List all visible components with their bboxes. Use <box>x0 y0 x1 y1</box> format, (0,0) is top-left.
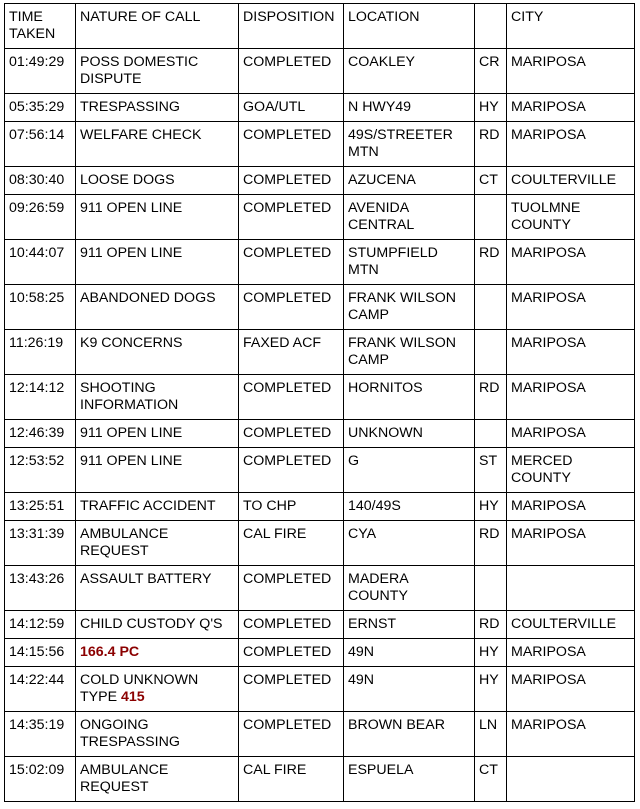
location-cell: 49N <box>344 639 475 667</box>
location-cell: FRANK WILSON CAMP <box>344 330 475 375</box>
table-row <box>5 330 635 375</box>
nature-cell <box>76 167 239 195</box>
time-cell: 15:02:09 <box>5 757 76 802</box>
nature-text: ASSAULT BATTERY <box>80 571 212 587</box>
city-cell: COULTERVILLE <box>507 167 635 195</box>
time-cell: 12:53:52 <box>5 448 76 493</box>
disposition-cell: COMPLETED <box>239 285 344 330</box>
nature-text: COLD UNKNOWN TYPE <box>80 672 199 705</box>
location-cell: 140/49S <box>344 493 475 521</box>
nature-cell <box>76 122 239 167</box>
table-row <box>5 285 635 330</box>
header-disposition: DISPOSITION <box>239 4 344 49</box>
disposition-cell: COMPLETED <box>239 122 344 167</box>
street-suffix-cell: RD <box>475 611 507 639</box>
street-suffix-cell: HY <box>475 94 507 122</box>
nature-text: SHOOTING INFORMATION <box>80 380 179 413</box>
table-row <box>5 240 635 285</box>
time-cell: 12:14:12 <box>5 375 76 420</box>
city-cell: MARIPOSA <box>507 639 635 667</box>
table-row <box>5 448 635 493</box>
city-cell: MARIPOSA <box>507 94 635 122</box>
time-cell: 14:15:56 <box>5 639 76 667</box>
city-cell: MARIPOSA <box>507 667 635 712</box>
disposition-cell: COMPLETED <box>239 375 344 420</box>
disposition-cell: CAL FIRE <box>239 521 344 566</box>
table-row <box>5 493 635 521</box>
nature-cell <box>76 566 239 611</box>
location-cell: AZUCENA <box>344 167 475 195</box>
nature-cell <box>76 757 239 802</box>
nature-text: AMBULANCE REQUEST <box>80 526 169 559</box>
nature-cell <box>76 330 239 375</box>
city-cell: MARIPOSA <box>507 240 635 285</box>
table-row <box>5 122 635 167</box>
nature-text: K9 CONCERNS <box>80 335 183 351</box>
time-cell: 13:43:26 <box>5 566 76 611</box>
location-cell: 49S/STREETER MTN <box>344 122 475 167</box>
street-suffix-cell <box>475 420 507 448</box>
call-log-table <box>4 3 635 802</box>
nature-text: ABANDONED DOGS <box>80 290 216 306</box>
time-cell: 10:44:07 <box>5 240 76 285</box>
time-cell: 10:58:25 <box>5 285 76 330</box>
nature-text: TRESPASSING <box>80 99 180 115</box>
street-suffix-cell: CT <box>475 167 507 195</box>
header-row <box>5 4 635 49</box>
city-cell: MARIPOSA <box>507 712 635 757</box>
disposition-cell: COMPLETED <box>239 167 344 195</box>
city-cell: MARIPOSA <box>507 49 635 94</box>
table-row <box>5 420 635 448</box>
header-nature-of-call: NATURE OF CALL <box>76 4 239 49</box>
header-time-taken: TIME TAKEN <box>5 4 76 49</box>
city-cell: MARIPOSA <box>507 420 635 448</box>
nature-cell <box>76 493 239 521</box>
location-cell: COAKLEY <box>344 49 475 94</box>
nature-text: AMBULANCE REQUEST <box>80 762 169 795</box>
street-suffix-cell: RD <box>475 240 507 285</box>
nature-cell <box>76 240 239 285</box>
city-cell: MARIPOSA <box>507 330 635 375</box>
time-cell: 14:22:44 <box>5 667 76 712</box>
location-cell: BROWN BEAR <box>344 712 475 757</box>
street-suffix-cell: HY <box>475 493 507 521</box>
nature-cell <box>76 712 239 757</box>
table-row <box>5 566 635 611</box>
city-cell: MARIPOSA <box>507 375 635 420</box>
nature-text: 911 OPEN LINE <box>80 245 183 261</box>
location-cell: FRANK WILSON CAMP <box>344 285 475 330</box>
nature-text: 911 OPEN LINE <box>80 200 183 216</box>
time-cell: 14:12:59 <box>5 611 76 639</box>
city-cell: MARIPOSA <box>507 285 635 330</box>
street-suffix-cell: RD <box>475 375 507 420</box>
city-cell: COULTERVILLE <box>507 611 635 639</box>
nature-text: WELFARE CHECK <box>80 127 202 143</box>
nature-cell <box>76 94 239 122</box>
nature-text: TRAFFIC ACCIDENT <box>80 498 216 514</box>
table-row <box>5 375 635 420</box>
time-cell: 01:49:29 <box>5 49 76 94</box>
table-row <box>5 195 635 240</box>
table-row <box>5 611 635 639</box>
nature-cell <box>76 448 239 493</box>
penal-code-highlight: 415 <box>121 689 145 705</box>
location-cell: MADERA COUNTY <box>344 566 475 611</box>
street-suffix-cell: HY <box>475 639 507 667</box>
city-cell: TUOLMNE COUNTY <box>507 195 635 240</box>
table-row <box>5 667 635 712</box>
table-row <box>5 94 635 122</box>
disposition-cell: COMPLETED <box>239 240 344 285</box>
city-cell: MERCED COUNTY <box>507 448 635 493</box>
location-cell: ERNST <box>344 611 475 639</box>
nature-cell <box>76 521 239 566</box>
table-row <box>5 639 635 667</box>
nature-text: 911 OPEN LINE <box>80 425 183 441</box>
street-suffix-cell: CR <box>475 49 507 94</box>
time-cell: 13:31:39 <box>5 521 76 566</box>
nature-cell <box>76 49 239 94</box>
disposition-cell: COMPLETED <box>239 712 344 757</box>
header-city: CITY <box>507 4 635 49</box>
street-suffix-cell: RD <box>475 521 507 566</box>
location-cell: STUMPFIELD MTN <box>344 240 475 285</box>
table-row <box>5 757 635 802</box>
nature-cell <box>76 375 239 420</box>
location-cell: G <box>344 448 475 493</box>
time-cell: 12:46:39 <box>5 420 76 448</box>
nature-text: 911 OPEN LINE <box>80 453 183 469</box>
nature-text: LOOSE DOGS <box>80 172 175 188</box>
disposition-cell: COMPLETED <box>239 639 344 667</box>
location-cell: UNKNOWN <box>344 420 475 448</box>
location-cell: CYA <box>344 521 475 566</box>
time-cell: 05:35:29 <box>5 94 76 122</box>
table-row <box>5 712 635 757</box>
location-cell: ESPUELA <box>344 757 475 802</box>
nature-cell <box>76 285 239 330</box>
street-suffix-cell: HY <box>475 667 507 712</box>
street-suffix-cell <box>475 195 507 240</box>
street-suffix-cell <box>475 330 507 375</box>
nature-cell <box>76 611 239 639</box>
nature-cell <box>76 420 239 448</box>
time-cell: 13:25:51 <box>5 493 76 521</box>
nature-text: CHILD CUSTODY Q'S <box>80 616 223 632</box>
disposition-cell: COMPLETED <box>239 420 344 448</box>
table-row <box>5 49 635 94</box>
nature-cell <box>76 639 239 667</box>
street-suffix-cell: ST <box>475 448 507 493</box>
time-cell: 09:26:59 <box>5 195 76 240</box>
disposition-cell: COMPLETED <box>239 195 344 240</box>
disposition-cell: FAXED ACF <box>239 330 344 375</box>
street-suffix-cell: CT <box>475 757 507 802</box>
disposition-cell: COMPLETED <box>239 667 344 712</box>
table-row <box>5 521 635 566</box>
header-location: LOCATION <box>344 4 475 49</box>
disposition-cell: COMPLETED <box>239 448 344 493</box>
location-cell: HORNITOS <box>344 375 475 420</box>
city-cell: MARIPOSA <box>507 122 635 167</box>
street-suffix-cell: RD <box>475 122 507 167</box>
disposition-cell: COMPLETED <box>239 566 344 611</box>
street-suffix-cell: LN <box>475 712 507 757</box>
city-cell: MARIPOSA <box>507 493 635 521</box>
time-cell: 07:56:14 <box>5 122 76 167</box>
disposition-cell: COMPLETED <box>239 49 344 94</box>
city-cell <box>507 566 635 611</box>
nature-text: POSS DOMESTIC DISPUTE <box>80 54 199 87</box>
street-suffix-cell <box>475 566 507 611</box>
disposition-cell: CAL FIRE <box>239 757 344 802</box>
disposition-cell: GOA/UTL <box>239 94 344 122</box>
time-cell: 11:26:19 <box>5 330 76 375</box>
table-row <box>5 167 635 195</box>
disposition-cell: COMPLETED <box>239 611 344 639</box>
location-cell: AVENIDA CENTRAL <box>344 195 475 240</box>
nature-cell <box>76 667 239 712</box>
city-cell: MARIPOSA <box>507 521 635 566</box>
header-suffix <box>475 4 507 49</box>
penal-code-highlight: 166.4 PC <box>80 644 140 660</box>
nature-cell <box>76 195 239 240</box>
time-cell: 08:30:40 <box>5 167 76 195</box>
nature-text: ONGOING TRESPASSING <box>80 717 180 750</box>
disposition-cell: TO CHP <box>239 493 344 521</box>
time-cell: 14:35:19 <box>5 712 76 757</box>
city-cell <box>507 757 635 802</box>
location-cell: N HWY49 <box>344 94 475 122</box>
location-cell: 49N <box>344 667 475 712</box>
street-suffix-cell <box>475 285 507 330</box>
